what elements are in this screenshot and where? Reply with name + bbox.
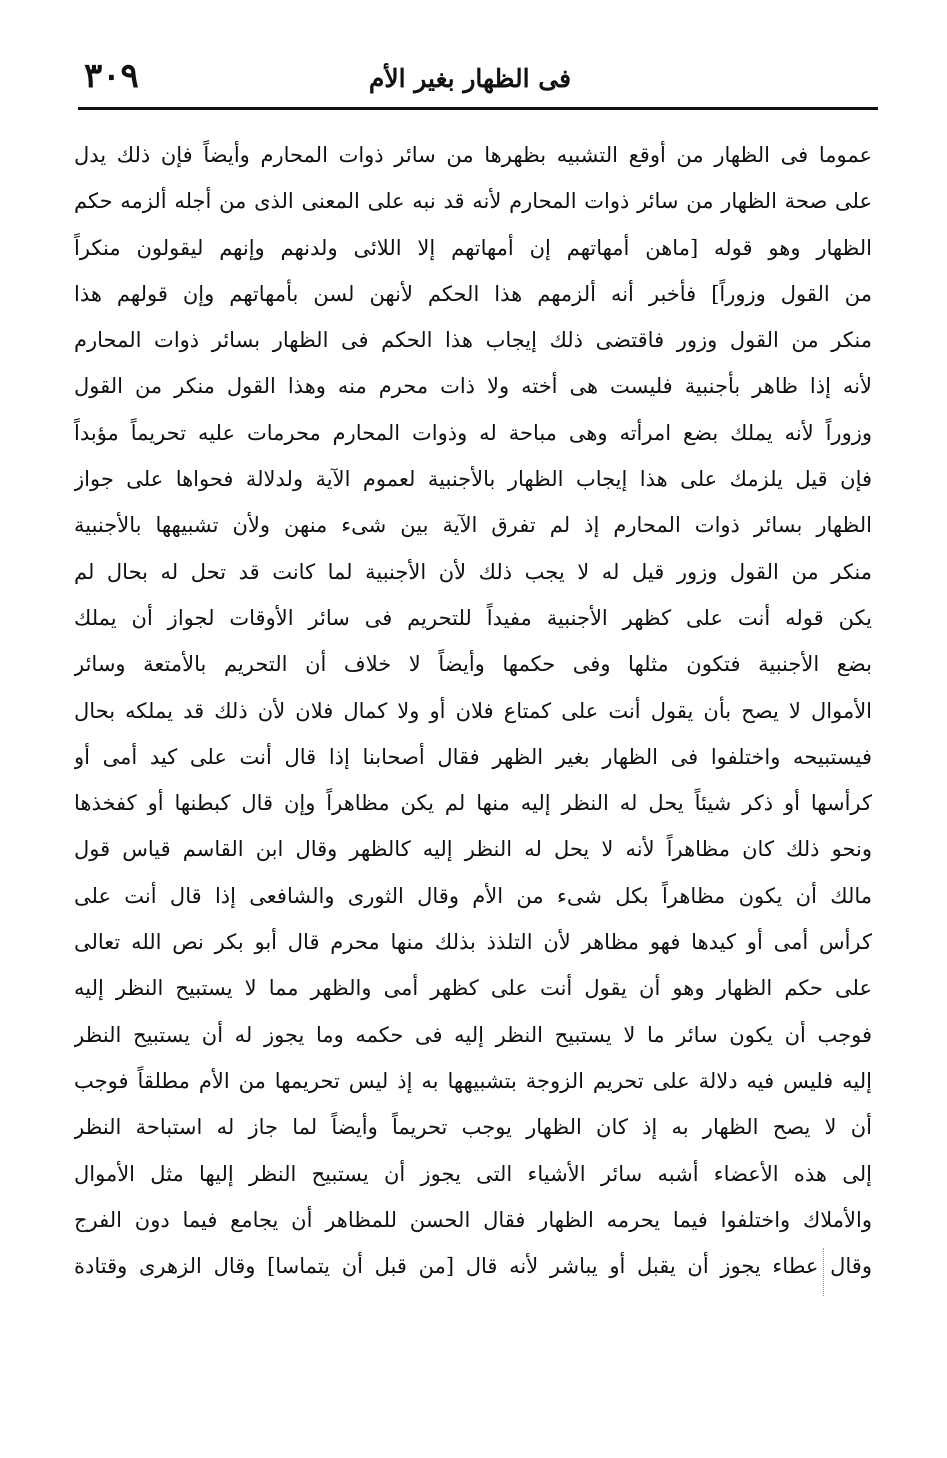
text-line: الظهار وهو قوله [ماهن أمهاتهم إن أمهاتهم إلا اللائى ولدنهم وإنهم ليقولون منكراً	[74, 235, 872, 260]
text-line: يكن قوله أنت على كظهر الأجنبية مفيداً للتحريم فى سائر الأوقات لجواز أن يملك	[74, 605, 872, 630]
chapter-title: فى الظهار بغير الأم	[368, 64, 572, 93]
text-line: والأملاك واختلفوا فيما يحرمه الظهار فقال الحسن للمظاهر أن يجامع فيما دون الفرج	[74, 1207, 872, 1232]
text-line: كرأس أمى أو كيدها فهو مظاهر لأن التلذذ بذلك منها محرم قال أبو بكر نص الله تعالى	[74, 930, 872, 955]
text-line: مالك أن يكون مظاهراً بكل شىء من الأم وقال الثورى والشافعى إذا قال أنت على	[74, 883, 872, 908]
text-line: من القول وزوراً] فأخبر أنه ألزمهم هذا الحكم لأنهن لسن بأمهاتهم وإن قولهم هذا	[74, 281, 872, 306]
scan-artifact	[823, 1248, 825, 1296]
text-line: فوجب أن يكون سائر ما لا يستبيح النظر إليه فى حكمه وما يجوز له أن يستبيح النظر	[74, 1022, 872, 1047]
text-line: ونحو ذلك كان مظاهراً لأنه لا يحل له النظر إليه كالظهر وقال ابن القاسم قياس قول	[74, 837, 872, 862]
text-line: فإن قيل يلزمك على هذا إيجاب الظهار بالأجنبية لعموم الآية ولدلالة فحواها على جواز	[74, 467, 872, 492]
text-line: لأنه إذا ظاهر بأجنبية فليست هى أخته ولا ذات محرم منه وهذا القول منكر من القول	[74, 374, 872, 399]
text-line: وقال عطاء يجوز أن يقبل أو يباشر لأنه قال [من قبل أن يتماسا] وقال الزهرى وقتادة	[74, 1254, 872, 1279]
body-text	[74, 132, 872, 1289]
running-header	[70, 58, 870, 102]
text-line: على حكم الظهار وهو أن يقول أنت على كظهر أمى والظهر مما لا يستبيح النظر إليه	[74, 976, 872, 1001]
text-line: عموما فى الظهار من أوقع التشبيه بظهرها من سائر ذوات المحارم وأيضاً فإن ذلك يدل	[74, 143, 872, 167]
text-line: وزوراً لأنه يملك بضع امرأته وهى مباحة له وذوات المحارم محرمات عليه تحريماً مؤبداً	[74, 420, 872, 445]
page-number: ٣٠٩	[84, 56, 139, 96]
text-line: فيستبيحه واختلفوا فى الظهار بغير الظهر فقال أصحابنا إذا قال أنت على كيد أمى أو	[74, 744, 872, 769]
header-rule	[78, 107, 878, 110]
text-line: منكر من القول وزور فاقتضى ذلك إيجاب هذا الحكم فى الظهار بسائر ذوات المحارم	[74, 328, 872, 353]
text-line: إليه فليس فيه دلالة على تحريم الزوجة بتشبيهها به إذ ليس تحريمها من الأم مطلقاً فوجب	[74, 1068, 872, 1093]
text-line: إلى هذه الأعضاء أشبه سائر الأشياء التى يجوز أن يستبيح النظر إليها مثل الأموال	[74, 1161, 872, 1186]
text-line: الأموال لا يصح بأن يقول أنت على كمتاع فلان أو ولا كمال فلان لأن ذلك قد يملكه بحال	[74, 698, 872, 723]
text-line: بضع الأجنبية فتكون مثلها وفى حكمها وأيضاً لا خلاف أن التحريم بالأمتعة وسائر	[74, 652, 872, 677]
text-line: منكر من القول وزور قيل له لا يجب ذلك لأن الأجنبية لما كانت قد تحل له بحال لم	[74, 559, 872, 584]
text-line: الظهار بسائر ذوات المحارم إذ لم تفرق الآية بين شىء منهن ولأن تشبيهها بالأجنبية	[74, 513, 872, 538]
text-line: كرأسها أو ذكر شيئاً يحل له النظر إليه منها لم يكن مظاهراً وإن قال كبطنها أو كفخذها	[74, 791, 872, 816]
text-line: أن لا يصح الظهار به إذ كان الظهار يوجب تحريماً وأيضاً لما جاز له استباحة النظر	[74, 1115, 872, 1140]
text-line: على صحة الظهار من سائر ذوات المحارم لأنه قد نبه على المعنى الذى من أجله ألزمه حكم	[74, 189, 872, 214]
